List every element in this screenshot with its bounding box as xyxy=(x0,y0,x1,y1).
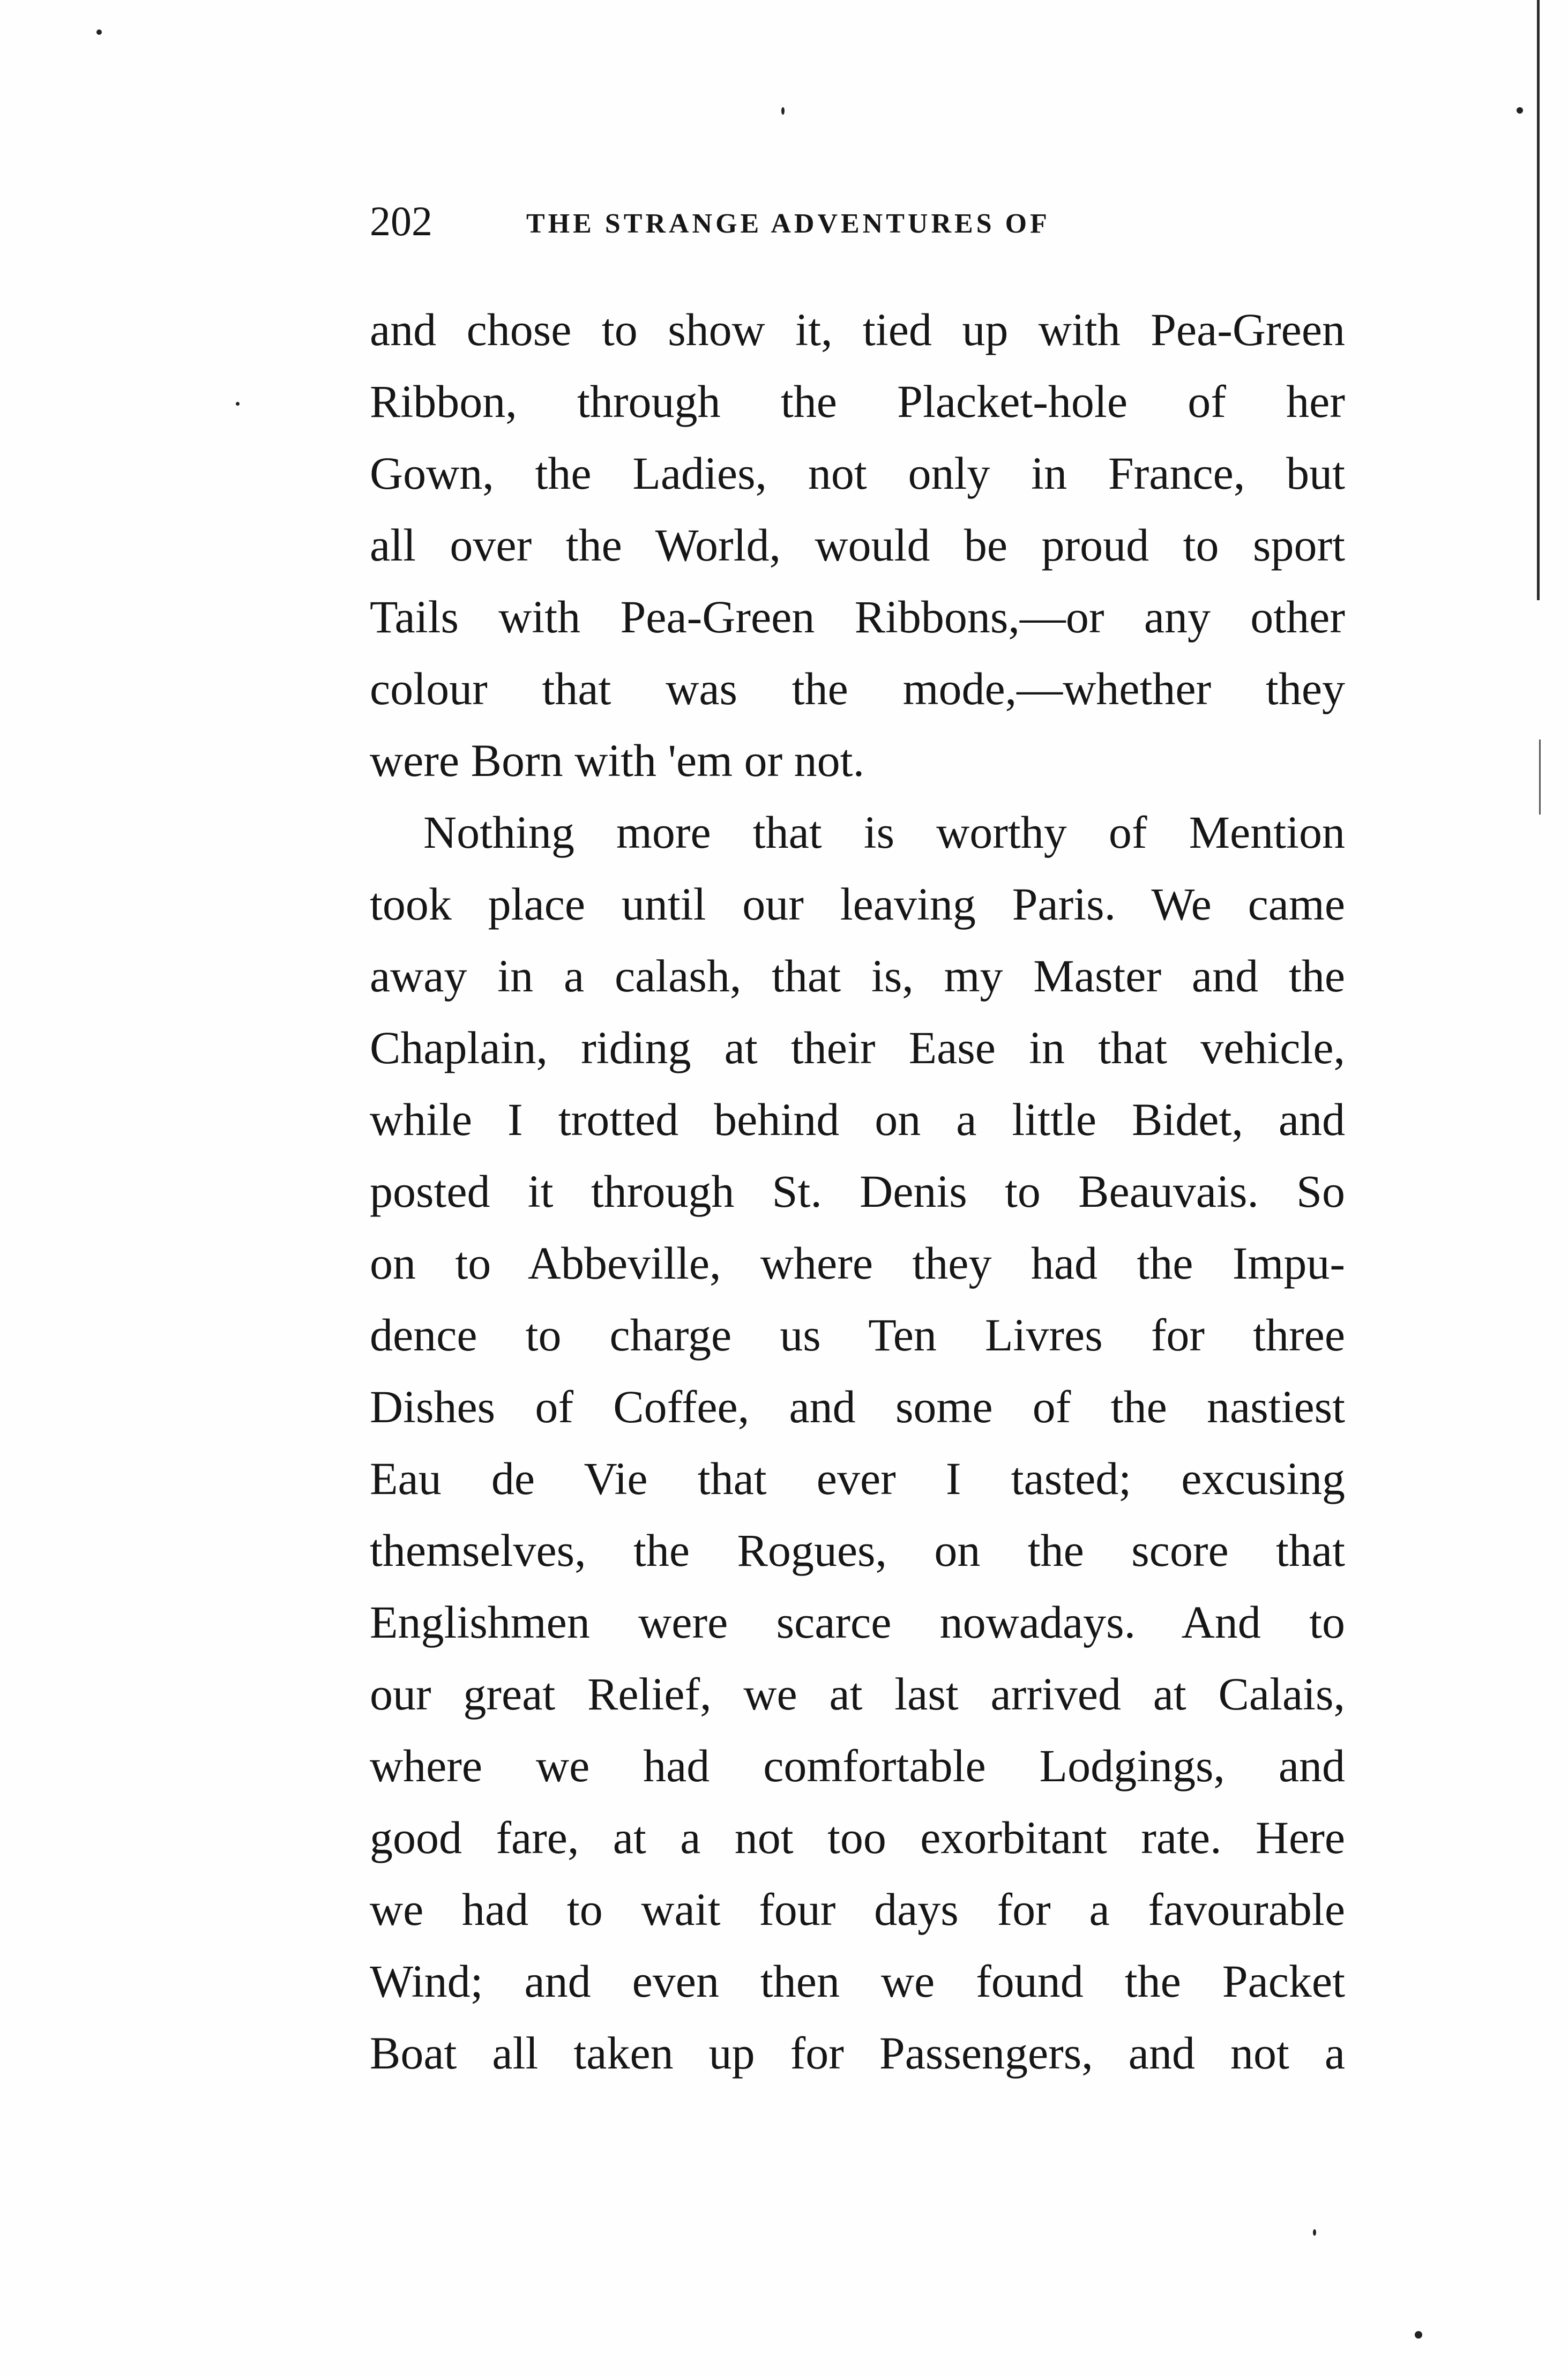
page-header xyxy=(370,197,1345,245)
text-line: colour that was the mode,—whether they xyxy=(370,663,1345,714)
text-line: took place until our leaving Paris. We came xyxy=(370,878,1345,930)
text-line: Wind; and even then we found the Packet xyxy=(370,1955,1345,2007)
text-line: our great Relief, we at last arrived at Calais, xyxy=(370,1668,1345,1720)
text-line: on to Abbeville, where they had the Impu- xyxy=(370,1237,1345,1289)
text-line: were Born with 'em or not. xyxy=(370,735,865,786)
text-line: while I trotted behind on a little Bidet, and xyxy=(370,1094,1345,1145)
paragraph xyxy=(370,294,1345,796)
page-number: 202 xyxy=(370,198,432,244)
scan-speck xyxy=(1415,2331,1422,2339)
paragraph xyxy=(370,796,1345,2089)
text-line: posted it through St. Denis to Beauvais. So xyxy=(370,1166,1345,1217)
scan-edge-line xyxy=(1539,740,1541,815)
scan-speck xyxy=(1313,2229,1316,2236)
text-line: away in a calash, that is, my Master and the xyxy=(370,950,1345,1002)
body-text xyxy=(370,294,1345,2089)
text-line: and chose to show it, tied up with Pea-Green xyxy=(370,304,1345,355)
text-line: all over the World, would be proud to sport xyxy=(370,519,1345,571)
text-line: where we had comfortable Lodgings, and xyxy=(370,1740,1345,1791)
scan-speck xyxy=(781,107,785,115)
text-line: Tails with Pea-Green Ribbons,—or any other xyxy=(370,591,1345,643)
scan-speck xyxy=(1517,107,1523,114)
text-line: dence to charge us Ten Livres for three xyxy=(370,1309,1345,1361)
text-line: Boat all taken up for Passengers, and not a xyxy=(370,2027,1345,2079)
text-line: Eau de Vie that ever I tasted; excusing xyxy=(370,1453,1345,1504)
running-title: THE STRANGE ADVENTURES OF xyxy=(526,208,1050,239)
scan-edge-line xyxy=(1537,0,1540,600)
text-line: Dishes of Coffee, and some of the nastiest xyxy=(370,1381,1345,1432)
text-line: themselves, the Rogues, on the score that xyxy=(370,1525,1345,1576)
text-line: good fare, at a not too exorbitant rate. Here xyxy=(370,1812,1345,1863)
text-line: we had to wait four days for a favourable xyxy=(370,1884,1345,1935)
scan-speck xyxy=(236,402,240,406)
text-line: Englishmen were scarce nowadays. And to xyxy=(370,1596,1345,1648)
text-line: Nothing more that is worthy of Mention xyxy=(423,806,1345,858)
text-line: Ribbon, through the Placket-hole of her xyxy=(370,376,1345,427)
scan-speck xyxy=(96,29,102,35)
text-line: Chaplain, riding at their Ease in that vehicle, xyxy=(370,1022,1345,1073)
text-line: Gown, the Ladies, not only in France, but xyxy=(370,447,1345,499)
